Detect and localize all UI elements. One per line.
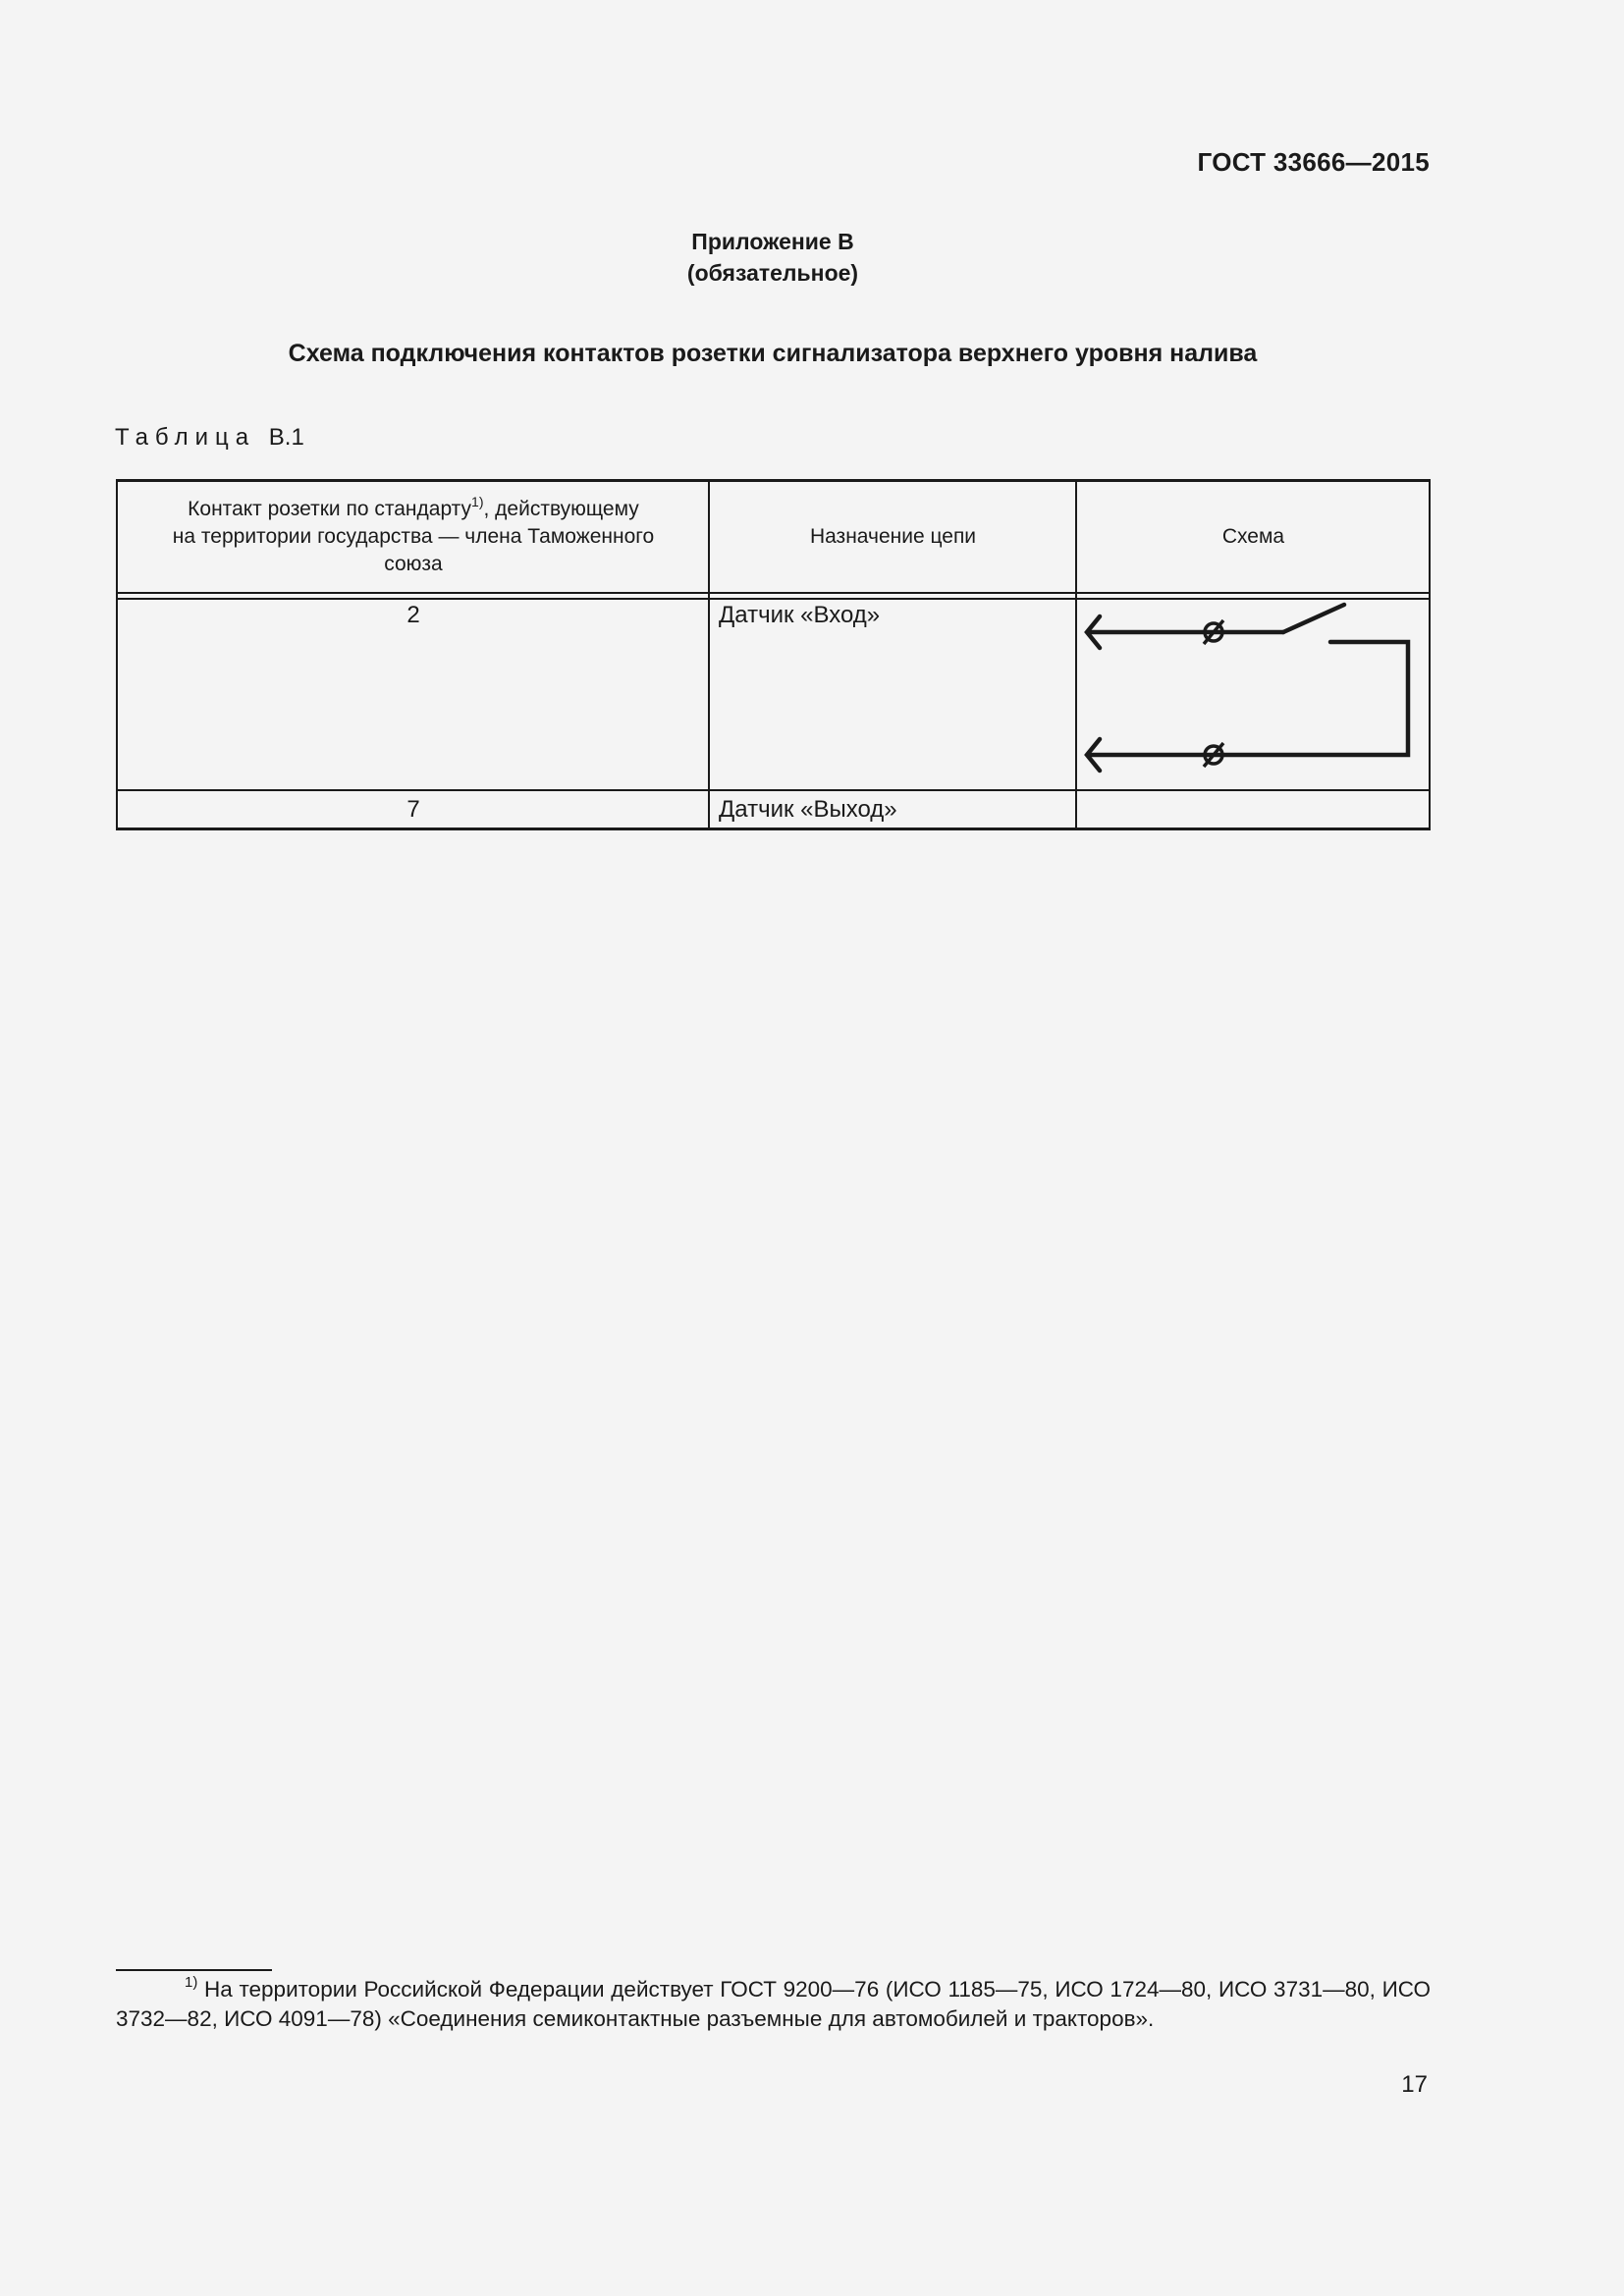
switch-circuit-icon [1077,600,1430,789]
header-contact [118,481,709,593]
row-1-purpose: Датчик «Вход» [719,602,881,628]
document-code: ГОСТ 33666—2015 [1197,147,1430,177]
header-contact-text: Контакт розетки по стандарту [188,498,472,520]
scheme-svg [1077,600,1430,789]
page-number: 17 [1401,2071,1428,2098]
table-caption-word: Таблица [115,424,256,451]
footnote-divider [116,1969,272,1971]
table-caption [115,424,304,452]
connection-table [116,479,1431,830]
appendix-status: (обязательное) [686,260,859,286]
header-contact-rest-3: союза [384,553,443,575]
row-2-contact: 7 [406,796,420,823]
section-title: Схема подключения контактов розетки сигнализатора верхнего уровня налива [288,340,1258,367]
header-scheme: Схема [1221,525,1285,548]
row-1-contact: 2 [406,602,420,628]
appendix-heading [0,226,1545,289]
table-caption-number: В.1 [268,424,304,451]
footnote-ref: 1) [185,1974,198,1991]
header-contact-rest-2: на территории государства — члена Таможенного [172,525,655,548]
footnote-text: На территории Российской Федерации действует ГОСТ 9200—76 (ИСО 1185—75, ИСО 1724—80, ИСО 3731—80, ИСО 3732—82, ИСО 4091—78) «Соединения семиконтактные разъемные для автомобилей и тракторов». [116,1977,1431,2031]
appendix-title: Приложение В [691,229,854,254]
header-purpose: Назначение цепи [809,525,977,548]
row-2-purpose: Датчик «Выход» [719,796,897,823]
header-contact-rest-1: , действующему [483,498,639,520]
header-footnote-ref: 1) [471,494,484,509]
footnote [116,1975,1431,2034]
